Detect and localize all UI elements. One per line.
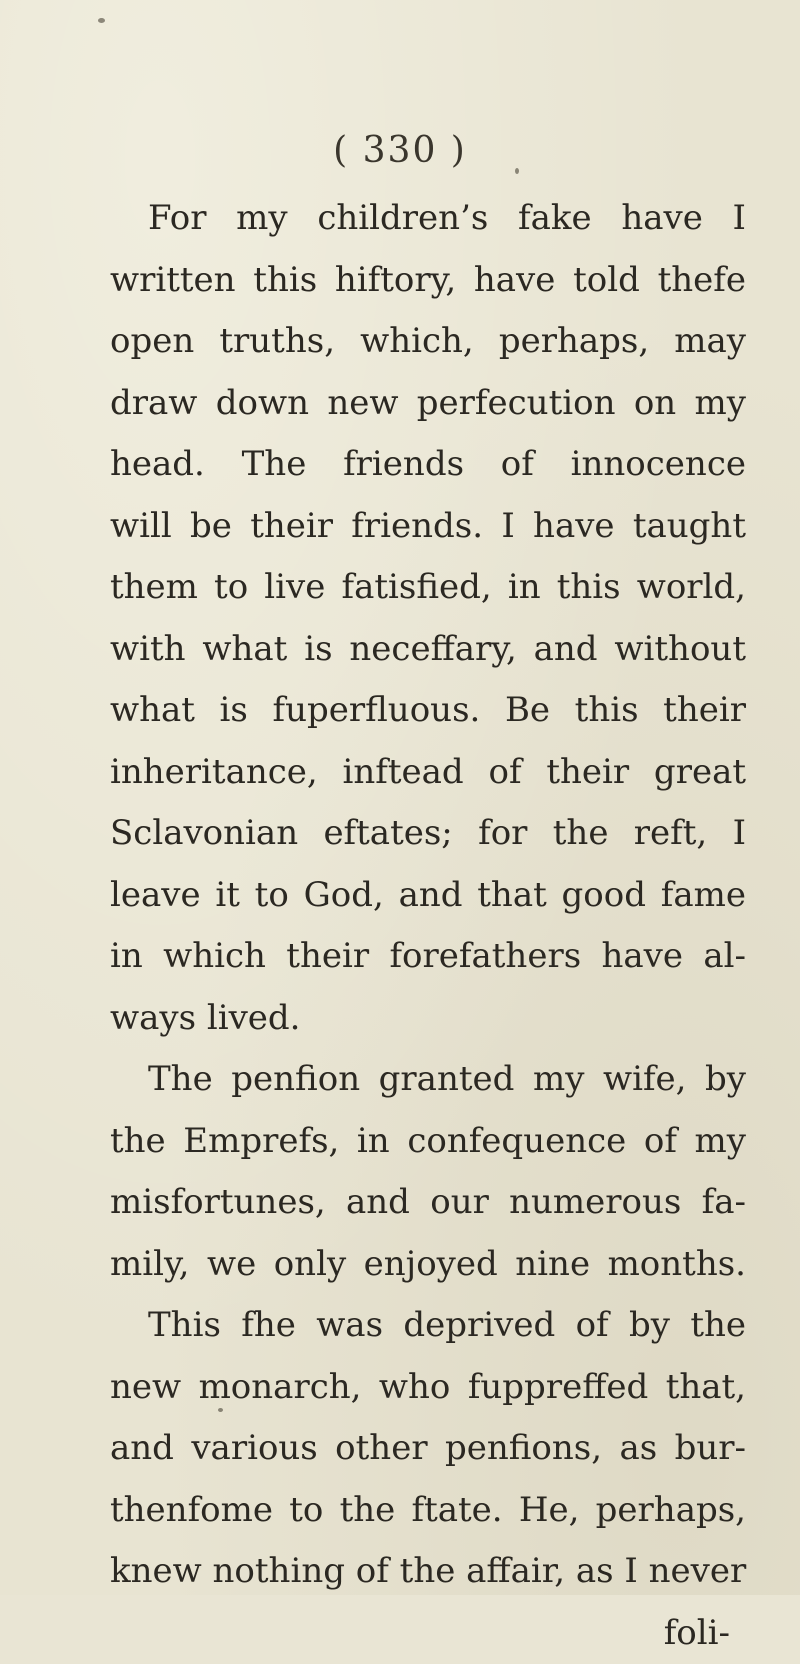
text-line: the Emprefs, in confequence of my bbox=[110, 1111, 746, 1173]
text-line: and various other penfions, as bur- bbox=[110, 1418, 746, 1480]
text-line: For my children’s fake have I bbox=[110, 188, 746, 250]
text-line: with what is neceffary, and without bbox=[110, 619, 746, 681]
text-line: Sclavonian eftates; for the reft, I bbox=[110, 803, 746, 865]
text-line: what is fuperfluous. Be this their bbox=[110, 680, 746, 742]
text-line: misfortunes, and our numerous fa- bbox=[110, 1172, 746, 1234]
body-text bbox=[110, 188, 746, 1664]
text-line: knew nothing of the affair, as I never bbox=[110, 1541, 746, 1603]
catchword: foli- bbox=[110, 1603, 746, 1664]
text-line: The penfion granted my wife, by bbox=[110, 1049, 746, 1111]
text-line: leave it to God, and that good fame bbox=[110, 865, 746, 927]
text-line: thenfome to the ftate. He, perhaps, bbox=[110, 1480, 746, 1542]
text-line: mily, we only enjoyed nine months. bbox=[110, 1234, 746, 1296]
text-line: head. The friends of innocence bbox=[110, 434, 746, 496]
page-number: ( 330 ) bbox=[0, 130, 800, 171]
text-line: will be their friends. I have taught bbox=[110, 496, 746, 558]
text-line: in which their forefathers have al- bbox=[110, 926, 746, 988]
ink-speck bbox=[98, 18, 105, 23]
text-line: This fhe was deprived of by the bbox=[110, 1295, 746, 1357]
text-line: them to live fatisfied, in this world, bbox=[110, 557, 746, 619]
text-line: new monarch, who fuppreffed that, bbox=[110, 1357, 746, 1419]
text-line: open truths, which, perhaps, may bbox=[110, 311, 746, 373]
text-line: written this hiftory, have told thefe bbox=[110, 250, 746, 312]
text-line: ways lived. bbox=[110, 988, 746, 1050]
text-line: draw down new perfecution on my bbox=[110, 373, 746, 435]
text-line: inheritance, inftead of their great bbox=[110, 742, 746, 804]
